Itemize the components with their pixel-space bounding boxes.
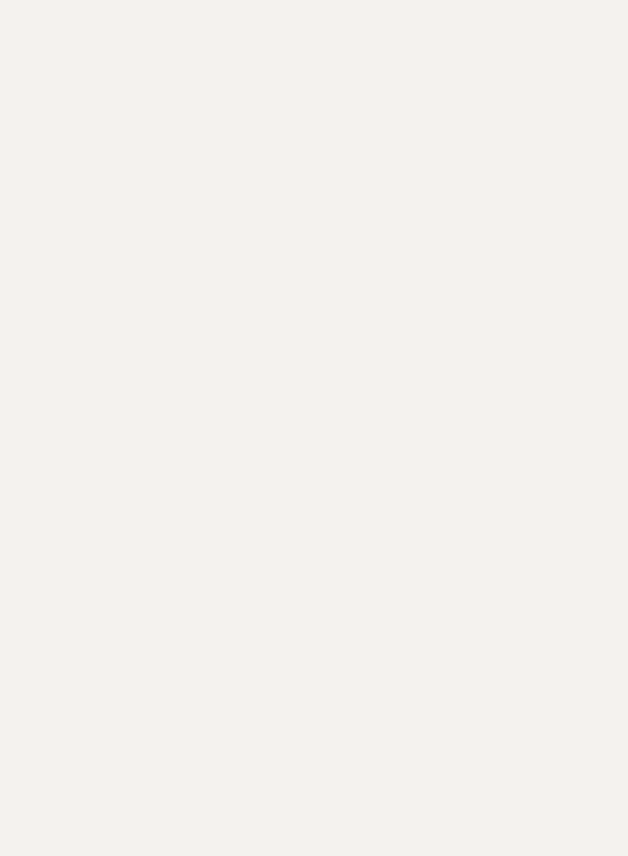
left-column [22,6,313,856]
right-column [325,6,616,856]
